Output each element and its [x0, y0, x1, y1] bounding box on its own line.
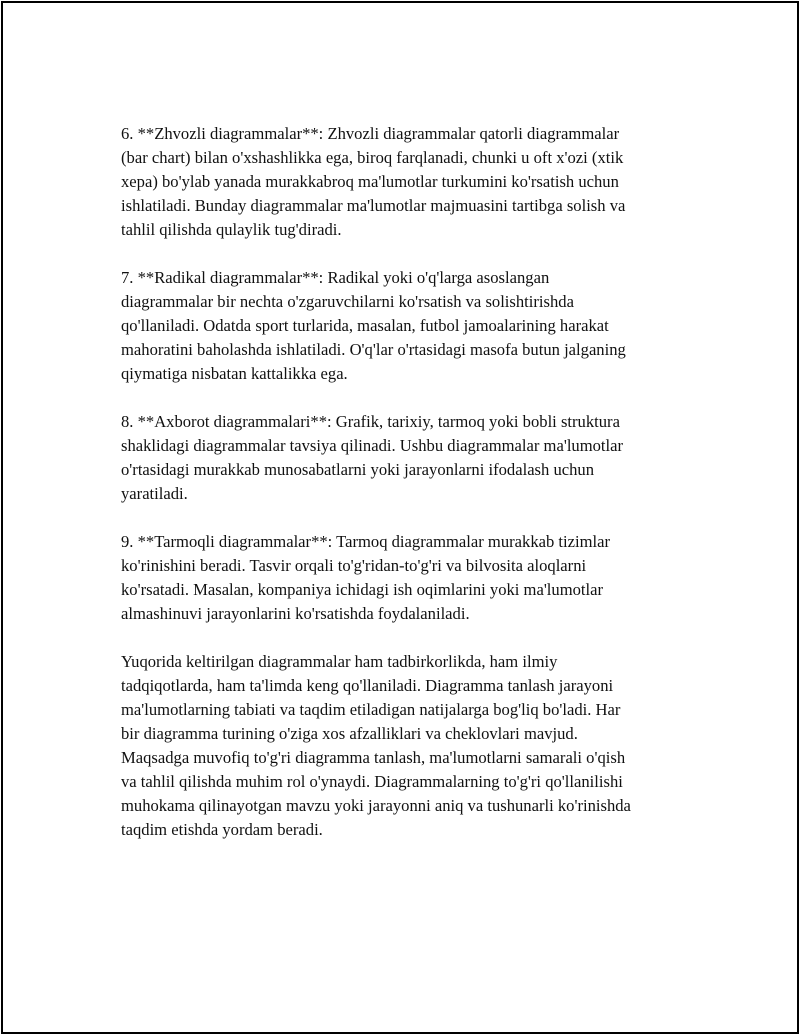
paragraph-conclusion: Yuqorida keltirilgan diagrammalar ham tadbirkorlikda, ham ilmiy tadqiqotlarda, ham ta'limda keng qo'llaniladi. Diagramma tanlash jarayoni ma'lumotlarning tabiati va taqdim etiladigan natijalarga bog'liq bo'ladi. Har bir diagramma turining o'ziga xos afzalliklari va cheklovlari mavjud. Maqsadga muvofiq to'g'ri diagramma tanlash, ma'lumotlarni samarali o'qish va tahlil qilishda muhim rol o'ynaydi. Diagrammalarning to'g'ri qo'llanilishi muhokama qilinayotgan mavzu yoki jarayonni aniq va tushunarli ko'rinishda taqdim etishda yordam beradi. [121, 652, 631, 839]
paragraph-7-radikal: 7. **Radikal diagrammalar**: Radikal yoki o'q'larga asoslangan diagrammalar bir nechta o'zgaruvchilarni ko'rsatish va solishtirishda qo'llaniladi. Odatda sport turlarida, masalan, futbol jamoalarining harakat mahoratini baholashda ishlatiladi. O'q'lar o'rtasidagi masofa butun jalganing qiymatiga nisbatan kattalikka ega. [121, 268, 626, 383]
paragraph-6-zhvozli: 6. **Zhvozli diagrammalar**: Zhvozli diagrammalar qatorli diagrammalar (bar chart) bilan o'xshashlikka ega, biroq farqlanadi, chunki u oft x'ozi (xtik xepa) bo'ylab yanada murakkabroq ma'lumotlar turkumini ko'rsatish uchun ishlatiladi. Bunday diagrammalar ma'lumotlar majmuasini tartibga solish va tahlil qilishda qulaylik tug'diradi. [121, 124, 626, 239]
page-frame [1, 1, 799, 1034]
paragraph-9-tarmoqli: 9. **Tarmoqli diagrammalar**: Tarmoq diagrammalar murakkab tizimlar ko'rinishini beradi. Tasvir orqali to'g'ridan-to'g'ri va bilvosita aloqlarni ko'rsatadi. Masalan, kompaniya ichidagi ish oqimlarini yoki ma'lumotlar almashinuvi jarayonlarini ko'rsatishda foydalaniladi. [121, 532, 611, 623]
paragraph-8-axborot: 8. **Axborot diagrammalari**: Grafik, tarixiy, tarmoq yoki bobli struktura shaklidagi diagrammalar tavsiya qilinadi. Ushbu diagrammalar ma'lumotlar o'rtasidagi murakkab munosabatlarni yoki jarayonlarni ifodalash uchun yaratiladi. [121, 412, 624, 503]
document-body [121, 122, 701, 866]
